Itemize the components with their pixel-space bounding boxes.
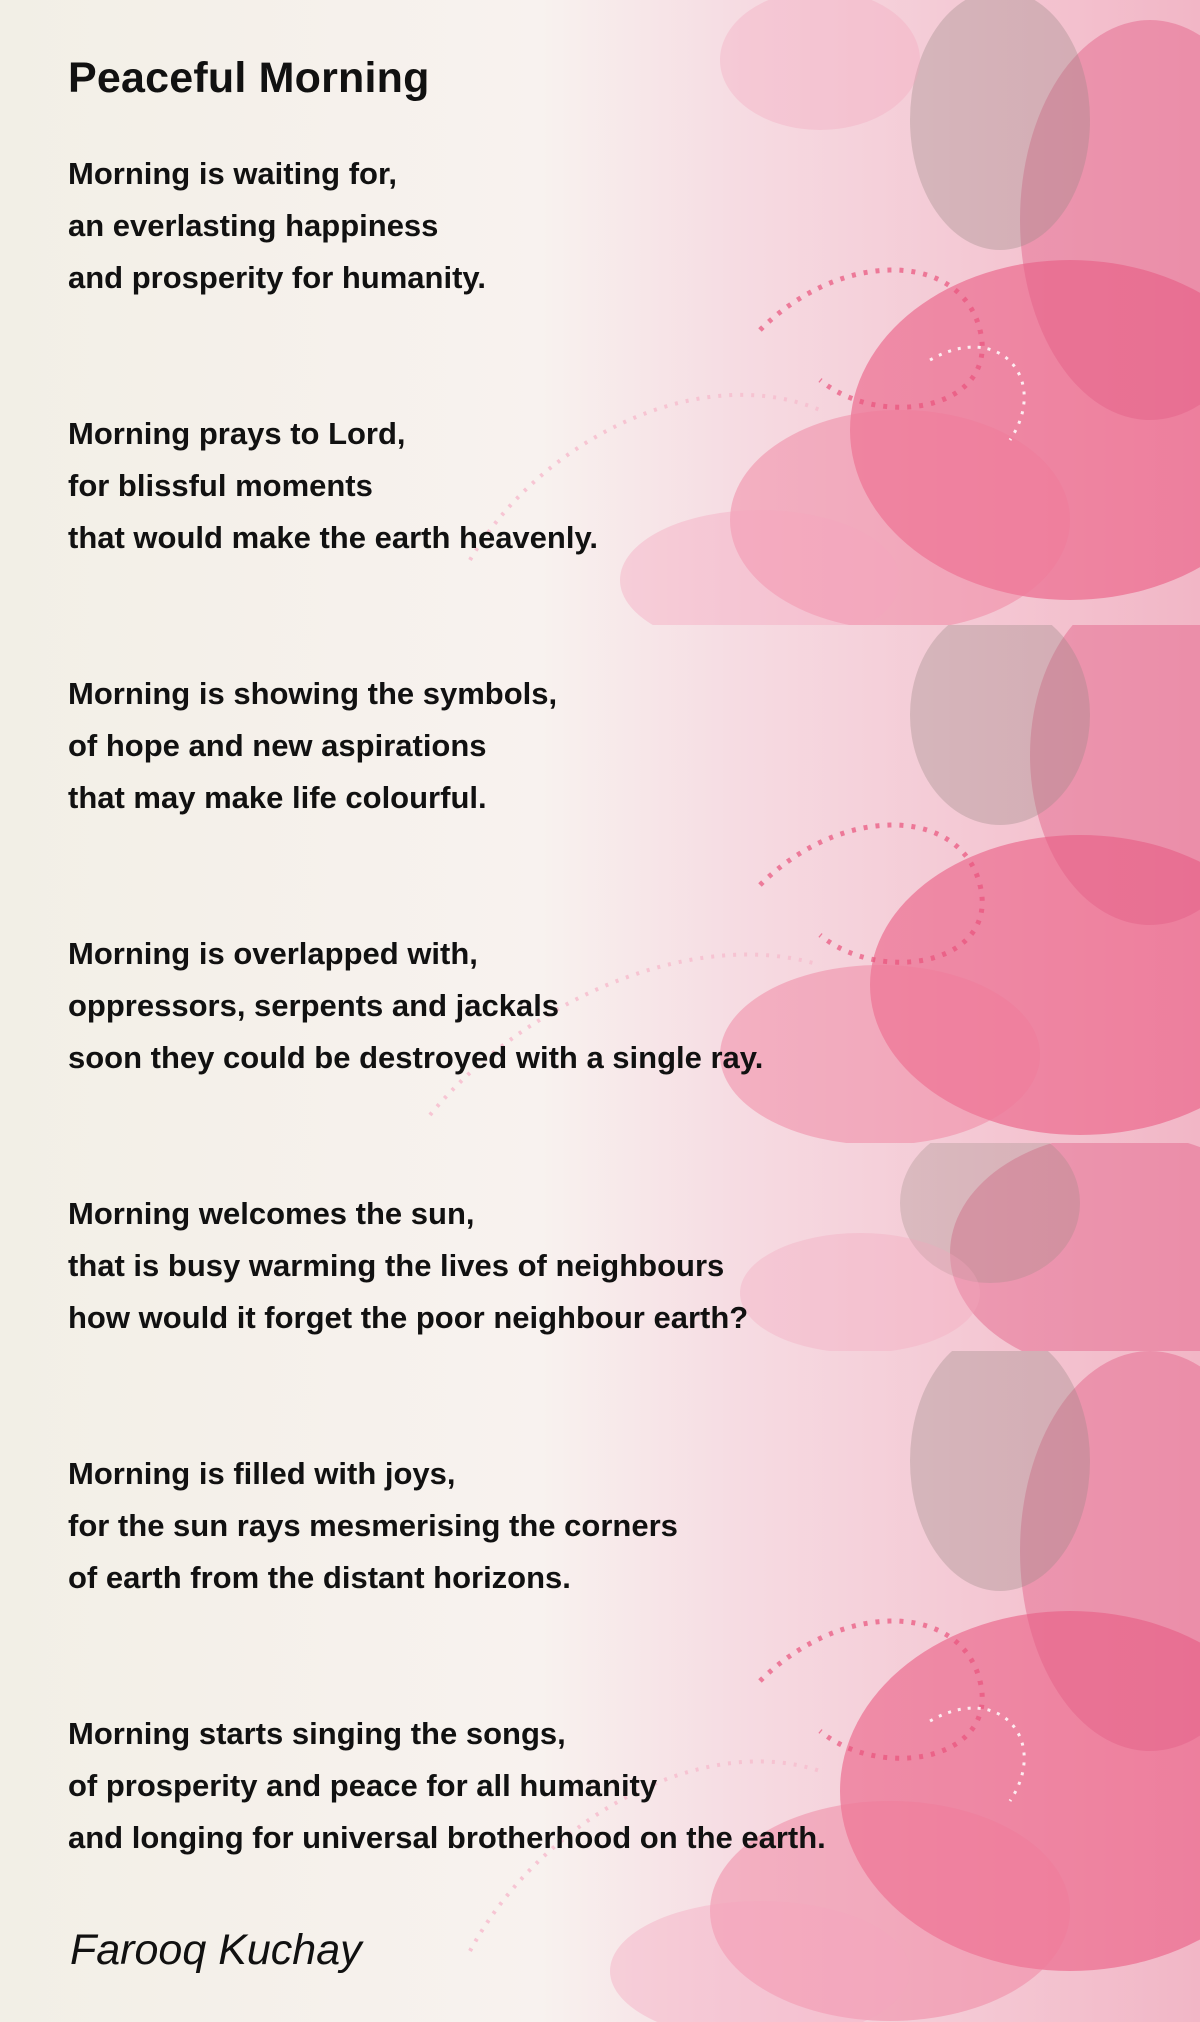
stanza-1 [68, 148, 1068, 304]
stanza-4 [68, 928, 1068, 1084]
poem-line: for the sun rays mesmerising the corners [68, 1508, 678, 1543]
poem-line: of earth from the distant horizons. [68, 1560, 571, 1595]
stanza-5 [68, 1188, 1068, 1344]
poem-line: for blissful moments [68, 468, 373, 503]
stanza-3 [68, 668, 1068, 824]
poem-line: an everlasting happiness [68, 208, 439, 243]
poem [68, 48, 1068, 1974]
stanza-7 [68, 1708, 1068, 1864]
poem-line: of hope and new aspirations [68, 728, 487, 763]
poem-line: soon they could be destroyed with a single ray. [68, 1040, 764, 1075]
poem-line: and prosperity for humanity. [68, 260, 486, 295]
stanza-2 [68, 408, 1068, 564]
poem-line: Morning is overlapped with, [68, 936, 478, 971]
poem-line: Morning welcomes the sun, [68, 1196, 475, 1231]
poem-line: that would make the earth heavenly. [68, 520, 599, 555]
poem-line: how would it forget the poor neighbour earth? [68, 1300, 749, 1335]
poem-line: Morning is filled with joys, [68, 1456, 456, 1491]
poem-title: Peaceful Morning [68, 54, 430, 102]
poem-line: that is busy warming the lives of neighbours [68, 1248, 725, 1283]
poem-line: Morning is waiting for, [68, 156, 397, 191]
poem-line: Morning prays to Lord, [68, 416, 406, 451]
poem-line: Morning starts singing the songs, [68, 1716, 566, 1751]
poem-line: Morning is showing the symbols, [68, 676, 558, 711]
poem-line: and longing for universal brotherhood on the earth. [68, 1820, 826, 1855]
poem-line: oppressors, serpents and jackals [68, 988, 560, 1023]
stanza-6 [68, 1448, 1068, 1604]
poem-line: that may make life colourful. [68, 780, 487, 815]
poem-author: Farooq Kuchay [70, 1926, 362, 1974]
poem-line: of prosperity and peace for all humanity [68, 1768, 658, 1803]
